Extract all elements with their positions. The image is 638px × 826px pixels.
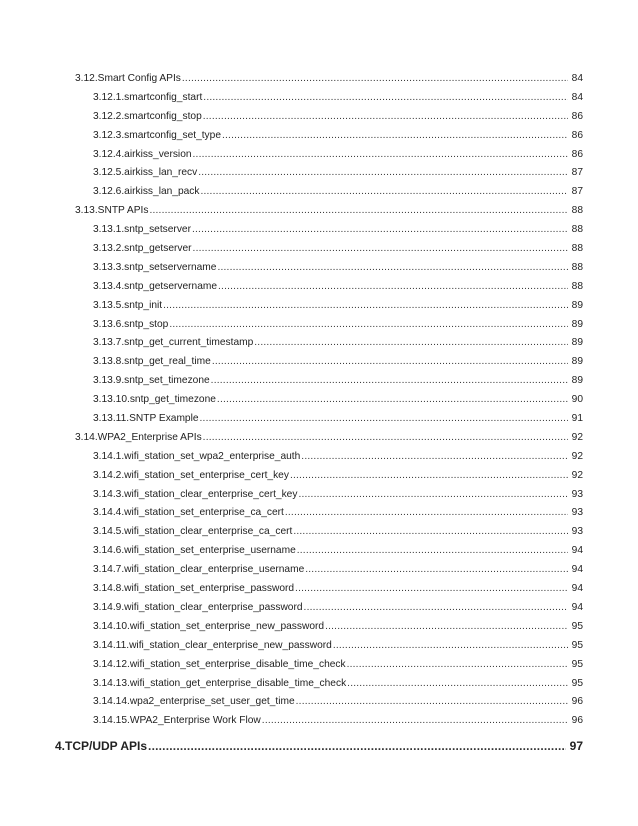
toc-entry-title[interactable]: sntp_setserver: [124, 224, 191, 236]
toc-entry-title[interactable]: Smart Config APIs: [97, 73, 181, 84]
toc-entry-page-number: 96: [571, 696, 583, 708]
toc-entry-number: 3.13.11.: [93, 413, 130, 425]
toc-entry-title[interactable]: SNTP Example: [129, 413, 199, 425]
toc-entry-page-number: 87: [571, 167, 583, 179]
toc-entry-title[interactable]: WPA2_Enterprise Work Flow: [129, 715, 261, 727]
toc-dot-leader: [198, 164, 568, 183]
toc-entry-number: 3.12.3.: [93, 129, 125, 141]
toc-entry-page-number: 94: [571, 564, 583, 576]
toc-entry-page-number: 88: [571, 280, 583, 292]
toc-dot-leader: [325, 618, 568, 637]
toc-entry-number: 3.14.3.: [93, 488, 125, 500]
toc-subsection-entry[interactable]: [0, 353, 638, 372]
toc-entry-number: 3.13.2.: [93, 243, 125, 255]
toc-entry-number: 3.14.8.: [93, 583, 125, 595]
toc-entry-number: 3.13.10.: [93, 394, 130, 406]
toc-entry-number: 3.12.1.: [93, 91, 125, 103]
toc-entry-page-number: 96: [571, 715, 583, 727]
toc-entry-page-number: 84: [571, 73, 583, 84]
toc-entry-title[interactable]: airkiss_version: [124, 148, 192, 160]
toc-entry-number: 3.14.11.: [93, 639, 130, 651]
toc-entry-page-number: 95: [571, 620, 583, 632]
toc-entry-page-number: 95: [571, 677, 583, 689]
toc-subsection-entry[interactable]: [0, 391, 638, 410]
toc-entry-page-number: 89: [571, 337, 583, 349]
toc-subsection-entry[interactable]: [0, 618, 638, 637]
toc-entry-title[interactable]: wifi_station_clear_enterprise_ca_cert: [124, 526, 293, 538]
toc-entry-page-number: 93: [571, 507, 583, 519]
toc-dot-leader: [305, 561, 568, 580]
toc-dot-leader: [347, 675, 568, 694]
toc-entry-number: 3.13.1.: [93, 224, 125, 236]
toc-entry-title[interactable]: wpa2_enterprise_set_user_get_time: [129, 696, 295, 708]
toc-entry-title[interactable]: sntp_setservername: [124, 261, 217, 273]
toc-dot-leader: [347, 656, 568, 675]
toc-subsection-entry[interactable]: [0, 259, 638, 278]
toc-subsection-entry[interactable]: [0, 523, 638, 542]
toc-subsection-entry[interactable]: [0, 656, 638, 675]
toc-entry-number: 3.14.7.: [93, 564, 125, 576]
toc-subsection-entry[interactable]: [0, 183, 638, 202]
toc-entry-page-number: 91: [571, 413, 583, 425]
toc-subsection-entry[interactable]: [0, 580, 638, 599]
toc-entry-page-number: 88: [571, 243, 583, 255]
toc-entry-number: 3.14.: [75, 431, 98, 443]
toc-entry-number: 3.12.5.: [93, 167, 125, 179]
toc-entry-number: 3.13.8.: [93, 356, 125, 368]
toc-entry-number: 3.14.9.: [93, 601, 125, 613]
toc-subsection-entry[interactable]: [0, 486, 638, 505]
toc-entry-number: 3.12.4.: [93, 148, 125, 160]
toc-entry-page-number: 97: [569, 739, 583, 754]
toc-entry-title[interactable]: sntp_get_timezone: [129, 394, 216, 406]
toc-entry-title[interactable]: sntp_get_real_time: [124, 356, 211, 368]
toc-dot-leader: [262, 712, 568, 731]
toc-entry-number: 3.12.: [75, 73, 98, 84]
toc-entry-page-number: 93: [571, 526, 583, 538]
toc-section-entry[interactable]: [0, 429, 638, 448]
toc-subsection-entry[interactable]: [0, 316, 638, 335]
toc-entry-title[interactable]: smartconfig_stop: [124, 110, 202, 122]
toc-entry-number: 3.14.5.: [93, 526, 125, 538]
toc-entry-number: 3.13.: [75, 205, 98, 217]
toc-subsection-entry[interactable]: [0, 334, 638, 353]
toc-entry-title[interactable]: airkiss_lan_pack: [124, 186, 200, 198]
toc-dot-leader: [304, 599, 568, 618]
toc-entry-title[interactable]: smartconfig_start: [124, 91, 203, 103]
toc-subsection-entry[interactable]: [0, 712, 638, 731]
toc-subsection-entry[interactable]: [0, 240, 638, 259]
toc-dot-leader: [217, 391, 568, 410]
toc-entry-page-number: 88: [571, 224, 583, 236]
toc-entry-title[interactable]: sntp_stop: [124, 318, 169, 330]
toc-dot-leader: [149, 202, 568, 221]
toc-entry-page-number: 92: [571, 431, 583, 443]
toc-subsection-entry[interactable]: [0, 108, 638, 127]
toc-subsection-entry[interactable]: [0, 467, 638, 486]
toc-subsection-entry[interactable]: [0, 89, 638, 108]
toc-entry-page-number: 92: [571, 450, 583, 462]
toc-entry-title[interactable]: wifi_station_clear_enterprise_cert_key: [124, 488, 298, 500]
toc-dot-leader: [222, 127, 568, 146]
table-of-contents: [0, 70, 638, 757]
toc-subsection-entry[interactable]: [0, 146, 638, 165]
toc-entry-title[interactable]: TCP/UDP APIs: [65, 739, 148, 754]
toc-subsection-entry[interactable]: [0, 561, 638, 580]
toc-subsection-entry[interactable]: [0, 637, 638, 656]
toc-dot-leader: [211, 372, 568, 391]
toc-chapter-entry[interactable]: [0, 735, 638, 757]
toc-entry-page-number: 86: [571, 110, 583, 122]
toc-entry-number: 3.13.5.: [93, 299, 125, 311]
toc-entry-title[interactable]: sntp_get_current_timestamp: [124, 337, 254, 349]
toc-entry-title[interactable]: SNTP APIs: [97, 205, 149, 217]
toc-entry-page-number: 95: [571, 639, 583, 651]
toc-entry-number: 3.13.9.: [93, 375, 125, 387]
toc-dot-leader: [297, 542, 568, 561]
toc-entry-page-number: 94: [571, 601, 583, 613]
toc-subsection-entry[interactable]: [0, 599, 638, 618]
toc-entry-title[interactable]: wifi_station_get_enterprise_disable_time_check: [129, 677, 347, 689]
toc-entry-page-number: 84: [571, 91, 583, 103]
toc-entry-number: 3.14.12.: [93, 658, 130, 670]
toc-entry-page-number: 89: [571, 375, 583, 387]
toc-dot-leader: [203, 89, 568, 108]
toc-dot-leader: [298, 486, 568, 505]
toc-entry-page-number: 90: [571, 394, 583, 406]
toc-entry-page-number: 92: [571, 469, 583, 481]
toc-section-entry[interactable]: [0, 70, 638, 89]
toc-entry-number: 3.13.4.: [93, 280, 125, 292]
toc-entry-title[interactable]: wifi_station_clear_enterprise_new_password: [129, 639, 332, 651]
toc-entry-page-number: 86: [571, 148, 583, 160]
toc-subsection-entry[interactable]: [0, 410, 638, 429]
toc-entry-title[interactable]: wifi_station_set_enterprise_password: [124, 583, 295, 595]
toc-entry-page-number: 89: [571, 356, 583, 368]
toc-dot-leader: [290, 467, 568, 486]
toc-entry-number: 3.14.10.: [93, 620, 130, 632]
toc-dot-leader: [182, 70, 568, 89]
toc-dot-leader: [193, 146, 568, 165]
toc-entry-page-number: 94: [571, 545, 583, 557]
toc-entry-number: 3.13.3.: [93, 261, 125, 273]
toc-dot-leader: [285, 504, 568, 523]
toc-entry-page-number: 94: [571, 583, 583, 595]
toc-dot-leader: [192, 221, 568, 240]
toc-entry-title[interactable]: wifi_station_set_enterprise_cert_key: [124, 469, 289, 481]
toc-dot-leader: [193, 240, 568, 259]
toc-entry-page-number: 88: [571, 205, 583, 217]
toc-entry-title[interactable]: wifi_station_set_enterprise_new_password: [129, 620, 325, 632]
toc-dot-leader: [163, 297, 568, 316]
toc-subsection-entry[interactable]: [0, 448, 638, 467]
toc-entry-title[interactable]: sntp_getservername: [124, 280, 218, 292]
toc-entry-page-number: 89: [571, 299, 583, 311]
toc-entry-number: 3.12.2.: [93, 110, 125, 122]
toc-dot-leader: [212, 353, 568, 372]
toc-entry-title[interactable]: wifi_station_clear_enterprise_username: [124, 564, 305, 576]
toc-entry-number: 3.14.15.: [93, 715, 130, 727]
toc-subsection-entry[interactable]: [0, 693, 638, 712]
toc-entry-title[interactable]: WPA2_Enterprise APIs: [97, 431, 202, 443]
toc-dot-leader: [148, 735, 566, 757]
toc-subsection-entry[interactable]: [0, 221, 638, 240]
toc-dot-leader: [296, 693, 568, 712]
toc-entry-number: 3.14.2.: [93, 469, 125, 481]
toc-entry-number: 3.14.4.: [93, 507, 125, 519]
toc-entry-title[interactable]: wifi_station_set_enterprise_username: [124, 545, 296, 557]
toc-subsection-entry[interactable]: [0, 372, 638, 391]
toc-subsection-entry[interactable]: [0, 504, 638, 523]
toc-entry-title[interactable]: sntp_getserver: [124, 243, 192, 255]
toc-entry-title[interactable]: airkiss_lan_recv: [124, 167, 198, 179]
toc-entry-page-number: 95: [571, 658, 583, 670]
toc-subsection-entry[interactable]: [0, 127, 638, 146]
toc-entry-title[interactable]: wifi_station_clear_enterprise_password: [124, 601, 303, 613]
toc-entry-number: 3.14.6.: [93, 545, 125, 557]
toc-entry-title[interactable]: wifi_station_set_enterprise_ca_cert: [124, 507, 284, 519]
toc-entry-title[interactable]: wifi_station_set_enterprise_disable_time_check: [129, 658, 346, 670]
toc-entry-page-number: 93: [571, 488, 583, 500]
toc-section-entry[interactable]: [0, 202, 638, 221]
toc-dot-leader: [203, 429, 568, 448]
toc-entry-page-number: 86: [571, 129, 583, 141]
toc-subsection-entry[interactable]: [0, 278, 638, 297]
toc-entry-number: 3.12.6.: [93, 186, 125, 198]
toc-entry-number: 3.13.6.: [93, 318, 125, 330]
toc-subsection-entry[interactable]: [0, 164, 638, 183]
toc-dot-leader: [301, 448, 568, 467]
toc-entry-number: 3.14.13.: [93, 677, 130, 689]
toc-dot-leader: [293, 523, 568, 542]
toc-dot-leader: [200, 183, 568, 202]
toc-entry-page-number: 88: [571, 261, 583, 273]
toc-entry-title[interactable]: sntp_init: [124, 299, 163, 311]
toc-subsection-entry[interactable]: [0, 542, 638, 561]
toc-dot-leader: [333, 637, 568, 656]
toc-subsection-entry[interactable]: [0, 297, 638, 316]
toc-dot-leader: [200, 410, 568, 429]
toc-entry-page-number: 89: [571, 318, 583, 330]
toc-entry-title[interactable]: wifi_station_set_wpa2_enterprise_auth: [124, 450, 301, 462]
toc-entry-title[interactable]: sntp_set_timezone: [124, 375, 210, 387]
toc-dot-leader: [295, 580, 568, 599]
toc-entry-number: 3.14.14.: [93, 696, 130, 708]
toc-dot-leader: [217, 259, 568, 278]
toc-entry-number: 3.13.7.: [93, 337, 125, 349]
toc-entry-number: 4.: [55, 739, 66, 754]
toc-entry-number: 3.14.1.: [93, 450, 125, 462]
toc-dot-leader: [203, 108, 568, 127]
toc-dot-leader: [169, 316, 568, 335]
toc-dot-leader: [218, 278, 568, 297]
toc-subsection-entry[interactable]: [0, 675, 638, 694]
toc-dot-leader: [254, 334, 568, 353]
toc-entry-title[interactable]: smartconfig_set_type: [124, 129, 221, 141]
toc-entry-page-number: 87: [571, 186, 583, 198]
